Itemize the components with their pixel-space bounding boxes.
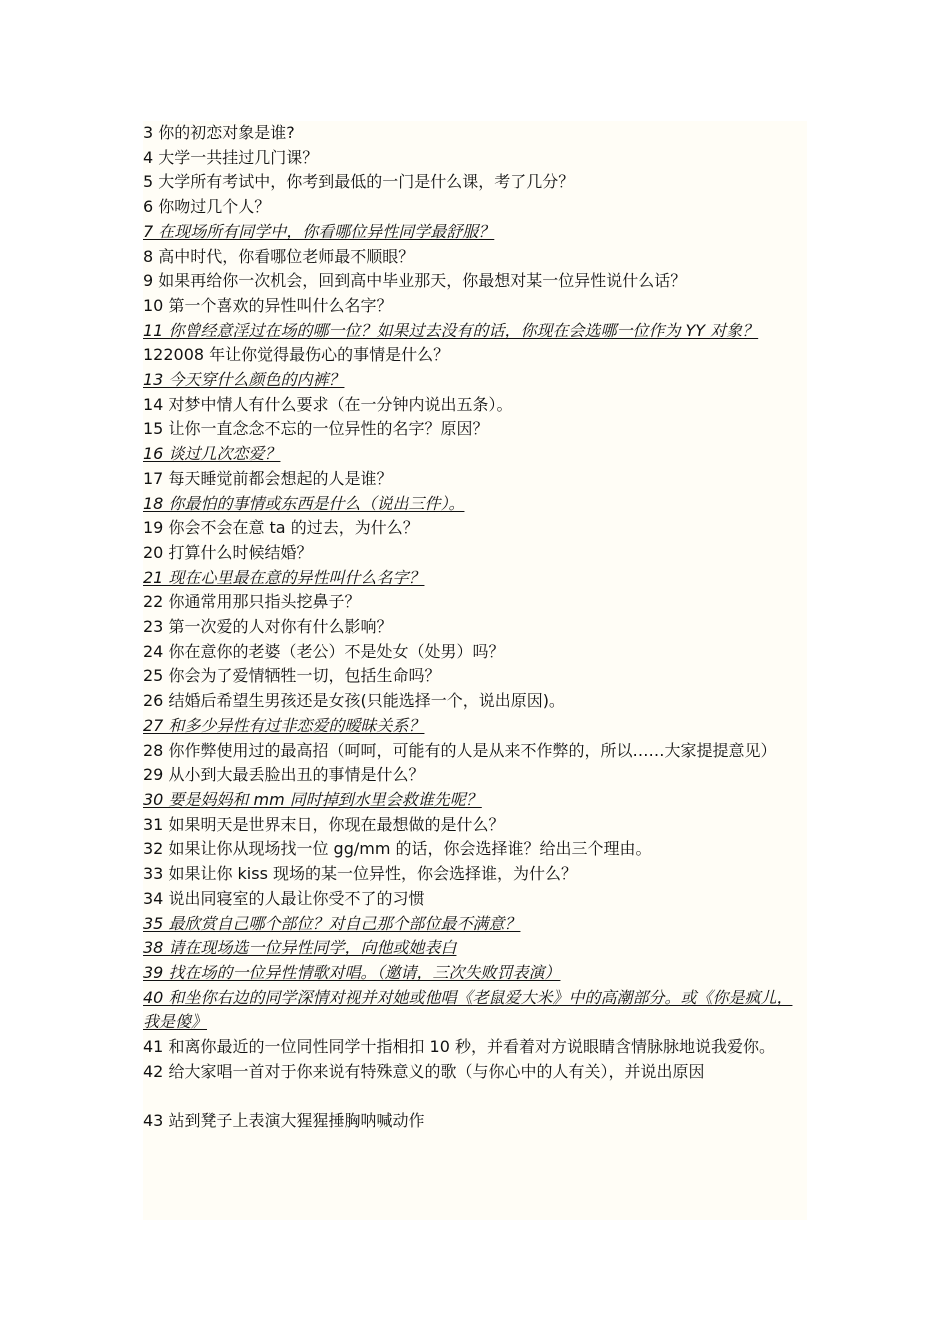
question-item: 6 你吻过几个人？: [143, 197, 271, 217]
question-item: 30 要是妈妈和 mm 同时掉到水里会救谁先呢？: [143, 789, 482, 809]
question-item: 19 你会不会在意 ta 的过去，为什么？: [143, 518, 419, 538]
question-item: 5 大学所有考试中，你考到最低的一门是什么课，考了几分？: [143, 172, 575, 192]
question-item: 10 第一个喜欢的异性叫什么名字？: [143, 295, 393, 315]
question-item: 9 如果再给你一次机会，回到高中毕业那天，你最想对某一位异性说什么话？: [143, 271, 687, 291]
question-item: 31 如果明天是世界末日，你现在最想做的是什么？: [143, 814, 505, 834]
question-item: 21 现在心里最在意的异性叫什么名字？: [143, 567, 425, 587]
question-item: 122008 年让你觉得最伤心的事情是什么？: [143, 345, 450, 365]
question-item: 34 说出同寝室的人最让你受不了的习惯: [143, 888, 425, 908]
question-item: 11 你曾经意淫过在场的哪一位？如果过去没有的话，你现在会选哪一位作为 YY 对象？: [143, 320, 759, 340]
question-item: 13 今天穿什么颜色的内裤？: [143, 370, 345, 390]
question-item: 17 每天睡觉前都会想起的人是谁？: [143, 468, 393, 488]
question-item: 23 第一次爱的人对你有什么影响？: [143, 617, 393, 637]
question-item: 7 在现场所有同学中，你看哪位异性同学最舒服？: [143, 221, 495, 241]
question-item: 8 高中时代，你看哪位老师最不顺眼？: [143, 246, 415, 266]
question-item: 26 结婚后希望生男孩还是女孩(只能选择一个，说出原因)。: [143, 691, 565, 711]
question-item: 4 大学一共挂过几门课？: [143, 147, 319, 167]
question-item: 38 请在现场选一位异性同学，向他或她表白: [143, 938, 457, 958]
question-item: 29 从小到大最丢脸出丑的事情是什么？: [143, 765, 425, 785]
question-item: 18 你最怕的事情或东西是什么（说出三件）。: [143, 493, 465, 513]
question-item: 40 和坐你右边的同学深情对视并对她或他唱《老鼠爱大米》中的高潮部分。或《你是疯儿，我是傻》: [143, 987, 793, 1032]
question-item: 43 站到凳子上表演大猩猩捶胸呐喊动作: [143, 1111, 425, 1131]
question-item: 33 如果让你 kiss 现场的某一位异性，你会选择谁，为什么？: [143, 864, 578, 884]
question-item: 20 打算什么时候结婚？: [143, 542, 313, 562]
question-item: 27 和多少异性有过非恋爱的暧昧关系？: [143, 715, 425, 735]
blank-line: [143, 1084, 807, 1109]
question-item: 3 你的初恋对象是谁?: [143, 123, 295, 142]
question-item: 14 对梦中情人有什么要求（在一分钟内说出五条）。: [143, 394, 513, 414]
question-item: 42 给大家唱一首对于你来说有特殊意义的歌（与你心中的人有关），并说出原因: [143, 1061, 705, 1081]
question-item: 15 让你一直念念不忘的一位异性的名字？原因？: [143, 419, 489, 439]
question-item: 39 找在场的一位异性情歌对唱。（邀请，三次失败罚表演）: [143, 962, 561, 982]
question-item: 32 如果让你从现场找一位 gg/mm 的话，你会选择谁？给出三个理由。: [143, 839, 652, 859]
question-item: 22 你通常用那只指头挖鼻子？: [143, 592, 361, 612]
question-list: [143, 121, 807, 1134]
document-page: [143, 121, 807, 1220]
question-item: 16 谈过几次恋爱？: [143, 444, 281, 464]
question-item: 35 最欣赏自己哪个部位？对自己那个部位最不满意？: [143, 913, 521, 933]
question-item: 25 你会为了爱情牺牲一切，包括生命吗？: [143, 666, 441, 686]
question-item: 41 和离你最近的一位同性同学十指相扣 10 秒，并看着对方说眼睛含情脉脉地说我爱你。: [143, 1037, 775, 1057]
question-item: 28 你作弊使用过的最高招（呵呵，可能有的人是从来不作弊的，所以……大家提提意见）: [143, 740, 777, 760]
question-item: 24 你在意你的老婆（老公）不是处女（处男）吗？: [143, 641, 505, 661]
